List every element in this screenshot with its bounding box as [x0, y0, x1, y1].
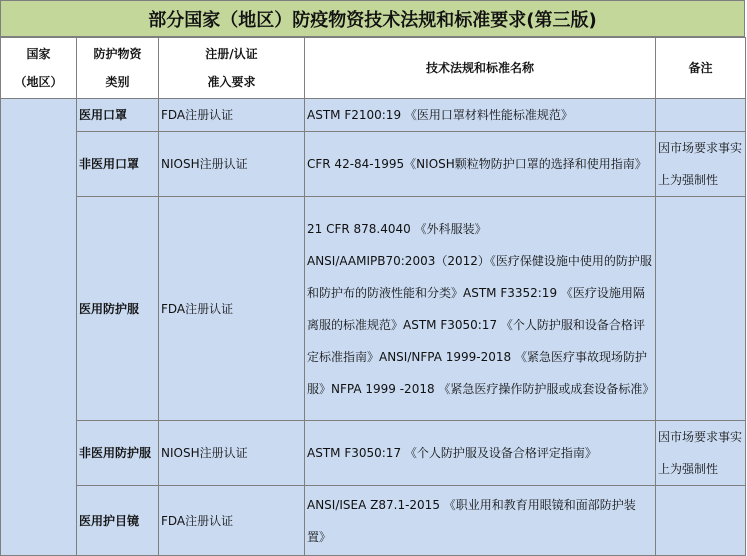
standard-cell: ASTM F2100:19 《医用口罩材料性能标准规范》	[305, 99, 656, 132]
standard-cell: CFR 42-84-1995《NIOSH颗粒物防护口罩的选择和使用指南》	[305, 132, 656, 197]
table-row	[1, 421, 746, 486]
table-row	[1, 197, 746, 421]
category-cell: 非医用防护服	[77, 421, 159, 486]
header-note: 备注	[656, 38, 746, 99]
table-row	[1, 132, 746, 197]
header-requirement	[159, 38, 305, 99]
standard-cell: ANSI/ISEA Z87.1-2015 《职业用和教育用眼镜和面部防护装置》	[305, 486, 656, 556]
note-cell: 因市场要求事实上为强制性	[656, 421, 746, 486]
header-standard: 技术法规和标准名称	[305, 38, 656, 99]
header-requirement-line2: 准入要求	[207, 75, 256, 89]
header-category-line1: 防护物资	[93, 47, 142, 61]
category-cell: 医用护目镜	[77, 486, 159, 556]
header-row	[1, 38, 746, 99]
country-cell	[1, 99, 77, 556]
category-cell: 非医用口罩	[77, 132, 159, 197]
requirement-cell: NIOSH注册认证	[159, 132, 305, 197]
category-cell: 医用口罩	[77, 99, 159, 132]
note-cell: 因市场要求事实上为强制性	[656, 132, 746, 197]
note-cell	[656, 486, 746, 556]
header-requirement-line1: 注册/认证	[205, 47, 258, 61]
standard-cell	[305, 197, 656, 421]
table-row	[1, 99, 746, 132]
note-cell	[656, 197, 746, 421]
note-cell	[656, 99, 746, 132]
header-country-line2: （地区）	[14, 75, 63, 89]
standard-line: ANSI/AAMIPB70:2003（2012）《医疗保健设施中使用的防护服和防护布的防液性能和分类》ASTM F3352:19 《医疗设施用隔离服的标准规范》ASTM F3050:17 《个人防护服和设备合格评定标准指南》ANSI/NFPA 1999-2018 《紧急医疗事故现场防护服》NFPA 1999 -2018 《紧急医疗操作防护服或成套设备标准》	[307, 253, 655, 396]
requirement-cell: FDA注册认证	[159, 486, 305, 556]
table-row	[1, 486, 746, 556]
category-cell: 医用防护服	[77, 197, 159, 421]
header-country	[1, 38, 77, 99]
requirement-cell: FDA注册认证	[159, 99, 305, 132]
standard-line: 21 CFR 878.4040 《外科服装》	[307, 221, 487, 236]
standard-cell: ASTM F3050:17 《个人防护服及设备合格评定指南》	[305, 421, 656, 486]
requirement-cell: FDA注册认证	[159, 197, 305, 421]
requirement-cell: NIOSH注册认证	[159, 421, 305, 486]
standards-table	[0, 37, 746, 556]
table-title: 部分国家（地区）防疫物资技术法规和标准要求(第三版)	[0, 0, 745, 37]
header-category	[77, 38, 159, 99]
header-category-line2: 类别	[105, 75, 130, 89]
header-country-line1: 国家	[26, 47, 51, 61]
